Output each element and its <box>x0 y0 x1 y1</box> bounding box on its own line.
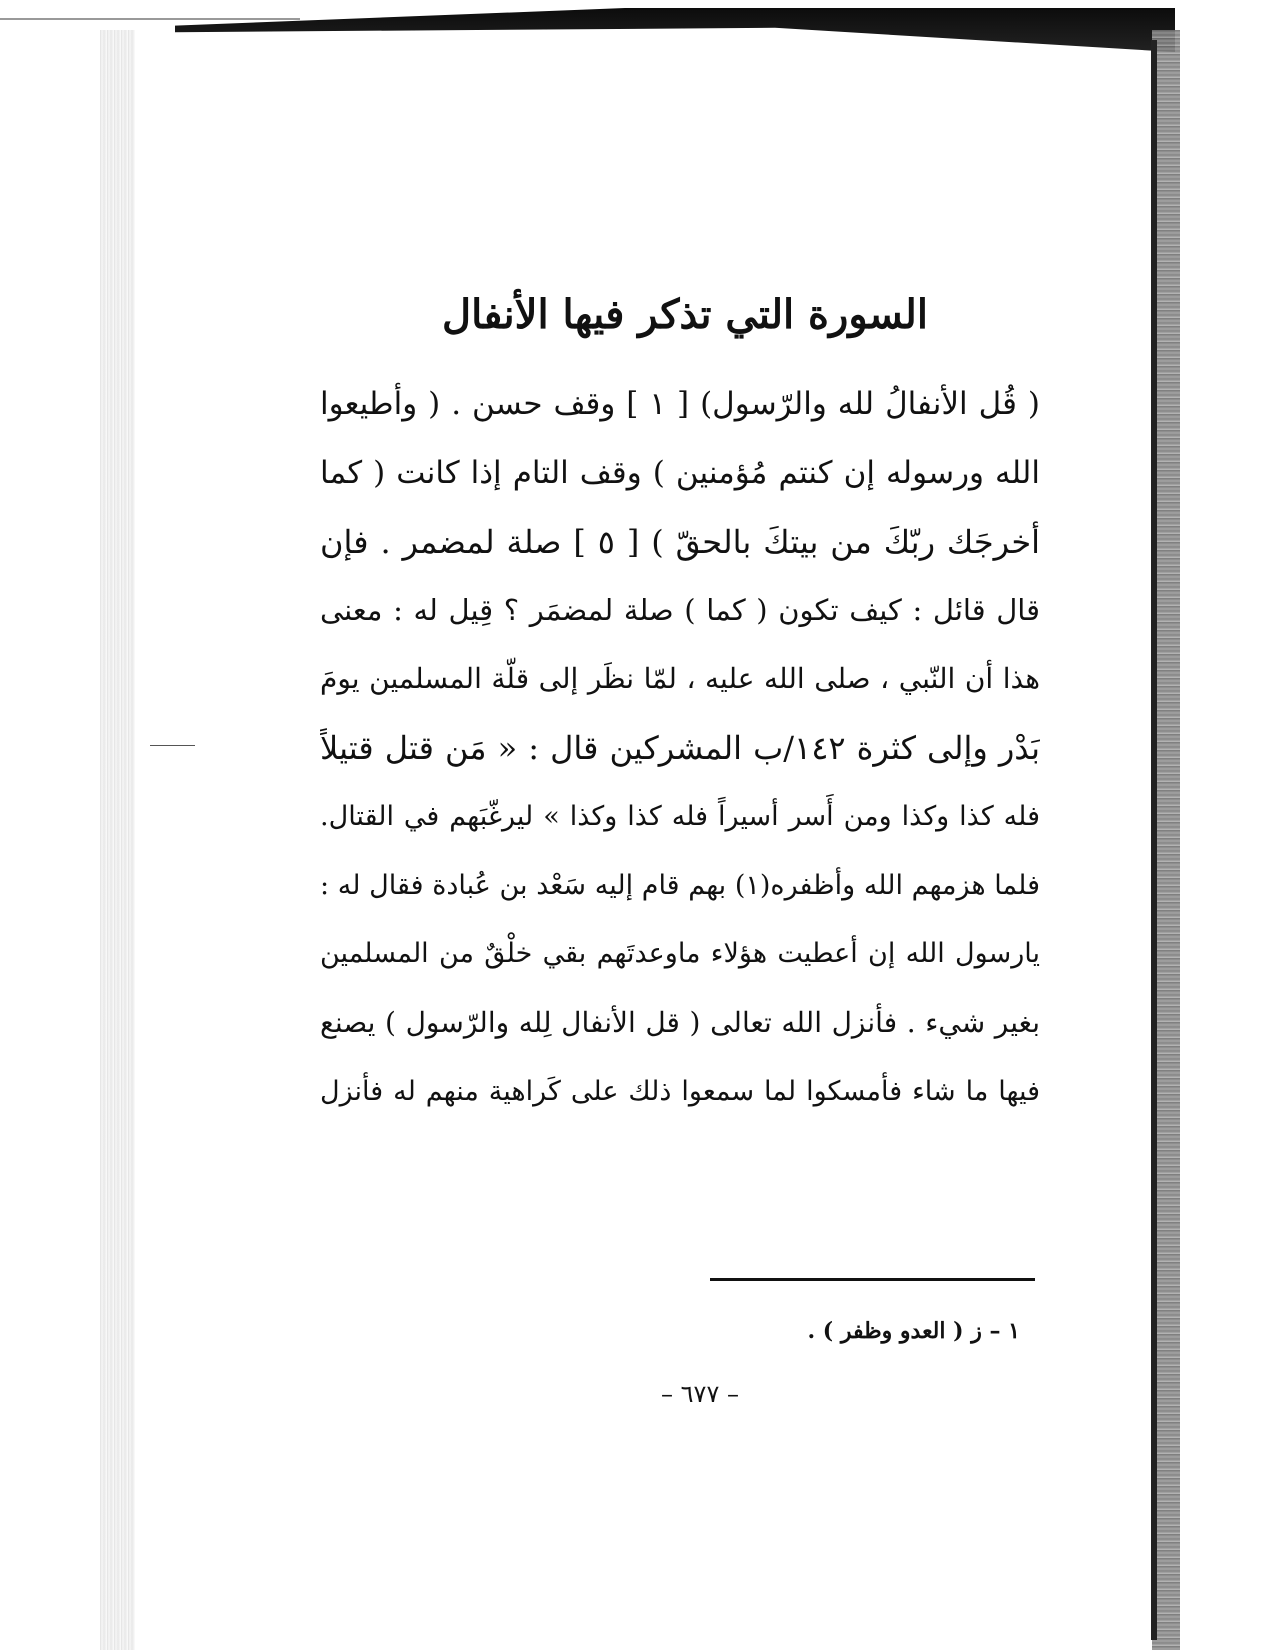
text-line: بَدْر وإلى كثرة ١٤٢/ب المشركين قال : « مَن قتل قتيلاً <box>320 728 1040 767</box>
scan-edge-line <box>0 18 300 20</box>
text-line: فله كذا وكذا ومن أَسر أسيراً فله كذا وكذا » ليرغّبَهم في القتال. <box>320 800 1040 832</box>
main-text-block <box>320 280 1040 1127</box>
text-line: قال قائل : كيف تكون ( كما ) صلة لمضمَر ؟ قِيل له : معنى <box>320 593 1040 628</box>
text-line: هذا أن النّبي ، صلى الله عليه ، لمّا نظَر إلى قلّة المسلمين يومَ <box>320 662 1040 696</box>
text-line: فيها ما شاء فأمسكوا لما سمعوا ذلك على كَراهية منهم له فأنزل <box>320 1075 1040 1107</box>
scan-top-shadow <box>175 8 1175 52</box>
page-number: – ٦٧٧ – <box>661 1380 739 1408</box>
text-line: يارسول الله إن أعطيت هؤلاء ماوعدتَهم بقي خلْقٌ من المسلمين <box>320 938 1040 970</box>
scan-left-edge <box>100 30 135 1650</box>
footnote: ١ – ز ( العدو وظفر ) . <box>807 1318 1020 1344</box>
text-line: فلما هزمهم الله وأظفره(١) بهم قام إليه سَعْد بن عُبادة فقال له : <box>320 869 1040 901</box>
scan-binding-shadow <box>1151 40 1157 1640</box>
text-line: ( قُل الأنفالُ لله والرّسول) [ ١ ] وقف حسن . ( وأطيعوا <box>320 386 1040 422</box>
margin-mark <box>150 745 195 746</box>
chapter-title: السورة التي تذكر فيها الأنفال <box>442 291 928 338</box>
footnote-rule <box>710 1278 1035 1281</box>
text-line: الله ورسوله إن كنتم مُؤمنين ) وقف التام إذا كانت ( كما <box>320 454 1040 491</box>
text-line: بغير شيء . فأنزل الله تعالى ( قل الأنفال لِله والرّسول ) يصنع <box>320 1006 1040 1040</box>
text-line: أخرجَك ربّكَ من بيتكَ بالحقّ ) [ ٥ ] صلة لمضمر . فإن <box>320 522 1040 561</box>
